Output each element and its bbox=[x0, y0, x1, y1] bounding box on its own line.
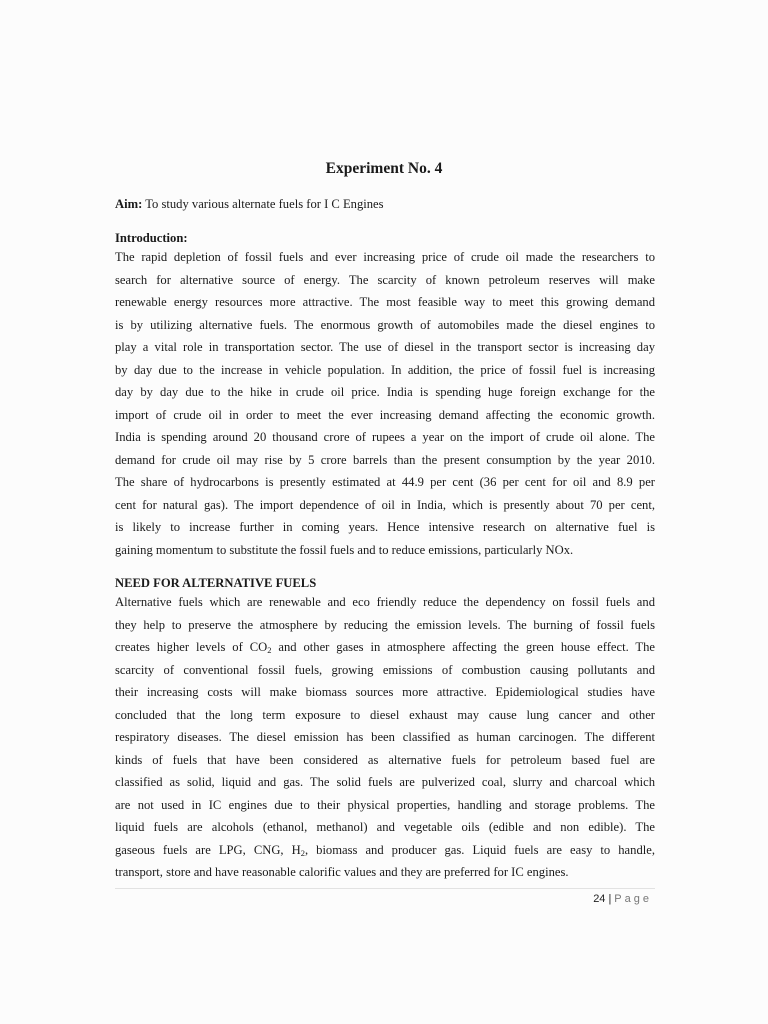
paragraph-line: are not used in IC engines due to their physical properties, handling and storage problems. The bbox=[115, 797, 655, 812]
paragraph-line: is likely to increase further in coming years. Hence intensive research on alternative fuel is bbox=[115, 520, 655, 534]
need-paragraph bbox=[115, 591, 655, 884]
paragraph-line bbox=[115, 839, 655, 862]
co2-text-pre: creates higher levels of CO bbox=[115, 640, 268, 654]
h2-subscript: 2 bbox=[300, 847, 305, 858]
h2-text-pre: gaseous fuels are LPG, CNG, H bbox=[115, 842, 301, 857]
aim-line bbox=[115, 196, 655, 212]
paragraph-line: Alternative fuels which are renewable and eco friendly reduce the dependency on fossil fuels and bbox=[115, 595, 655, 609]
paragraph-line: The share of hydrocarbons is presently estimated at 44.9 per cent (36 per cent for oil and 8.9 per bbox=[115, 475, 655, 489]
paragraph-line: demand for crude oil may rise by 5 crore barrels than the present consumption by the year 2010. bbox=[115, 452, 655, 467]
paragraph-line: liquid fuels are alcohols (ethanol, methanol) and vegetable oils (edible and non edible). The bbox=[115, 820, 655, 834]
paragraph-line: The rapid depletion of fossil fuels and ever increasing price of crude oil made the researchers to bbox=[115, 250, 655, 264]
paragraph-line: import of crude oil in order to meet the ever increasing demand affecting the economic growth. bbox=[115, 407, 655, 422]
introduction-heading: Introduction: bbox=[115, 231, 188, 245]
paragraph-line: play a vital role in transportation sector. The use of diesel in the transport sector is increasing day bbox=[115, 340, 655, 354]
paragraph-line: transport, store and have reasonable calorific values and they are preferred for IC engines. bbox=[115, 865, 569, 879]
aim-label: Aim: bbox=[115, 197, 143, 211]
paragraph-line: renewable energy resources more attractive. The most feasible way to meet this growing demand bbox=[115, 295, 655, 309]
page-number: 24 bbox=[593, 893, 606, 905]
paragraph-line: by day due to the increase in vehicle population. In addition, the price of fossil fuel is increasing bbox=[115, 362, 655, 377]
paragraph-line: gaining momentum to substitute the fossil fuels and to reduce emissions, particularly NOx. bbox=[115, 542, 574, 557]
paragraph-line: classified as solid, liquid and gas. The solid fuels are pulverized coal, slurry and charcoal which bbox=[115, 775, 655, 789]
aim-text: To study various alternate fuels for I C Engines bbox=[142, 197, 384, 211]
paragraph-line: is by utilizing alternative fuels. The enormous growth of automobiles made the diesel engines to bbox=[115, 317, 655, 332]
paragraph-line: search for alternative source of energy. The scarcity of known petroleum reserves will make bbox=[115, 272, 655, 287]
paragraph-line: India is spending around 20 thousand crore of rupees a year on the import of crude oil alone. The bbox=[115, 430, 655, 444]
page-label: Page bbox=[614, 893, 652, 905]
footer-separator: | bbox=[608, 893, 612, 905]
paragraph-line bbox=[115, 636, 655, 659]
co2-text-post: and other gases in atmosphere affecting the green house effect. The bbox=[271, 640, 655, 654]
page-title: Experiment No. 4 bbox=[325, 160, 443, 177]
document-body bbox=[115, 196, 655, 884]
co2-subscript: 2 bbox=[267, 645, 272, 655]
paragraph-line: respiratory diseases. The diesel emission has been classified as human carcinogen. The different bbox=[115, 730, 655, 744]
paragraph-line: cent for natural gas). The import dependence of oil in India, which is presently about 70 per cent, bbox=[115, 497, 655, 512]
paragraph-line: their increasing costs will make biomass sources more attractive. Epidemiological studies have bbox=[115, 685, 655, 699]
paragraph-line: scarcity of conventional fossil fuels, growing emissions of combustion causing pollutants and bbox=[115, 662, 655, 677]
paragraph-line: kinds of fuels that have been considered as alternative fuels for petroleum based fuel are bbox=[115, 752, 655, 767]
h2-text-post: , biomass and producer gas. Liquid fuels are easy to handle, bbox=[304, 842, 655, 857]
paragraph-line: concluded that the long term exposure to diesel exhaust may cause lung cancer and other bbox=[115, 707, 655, 722]
page-footer bbox=[593, 893, 652, 905]
introduction-paragraph bbox=[115, 246, 655, 561]
paragraph-line: day by day due to the hike in crude oil price. India is spending huge foreign exchange for the bbox=[115, 385, 655, 399]
footer-divider bbox=[115, 888, 655, 889]
need-heading: NEED FOR ALTERNATIVE FUELS bbox=[115, 576, 317, 590]
paragraph-line: they help to preserve the atmosphere by reducing the emission levels. The burning of fossil fuels bbox=[115, 617, 655, 632]
